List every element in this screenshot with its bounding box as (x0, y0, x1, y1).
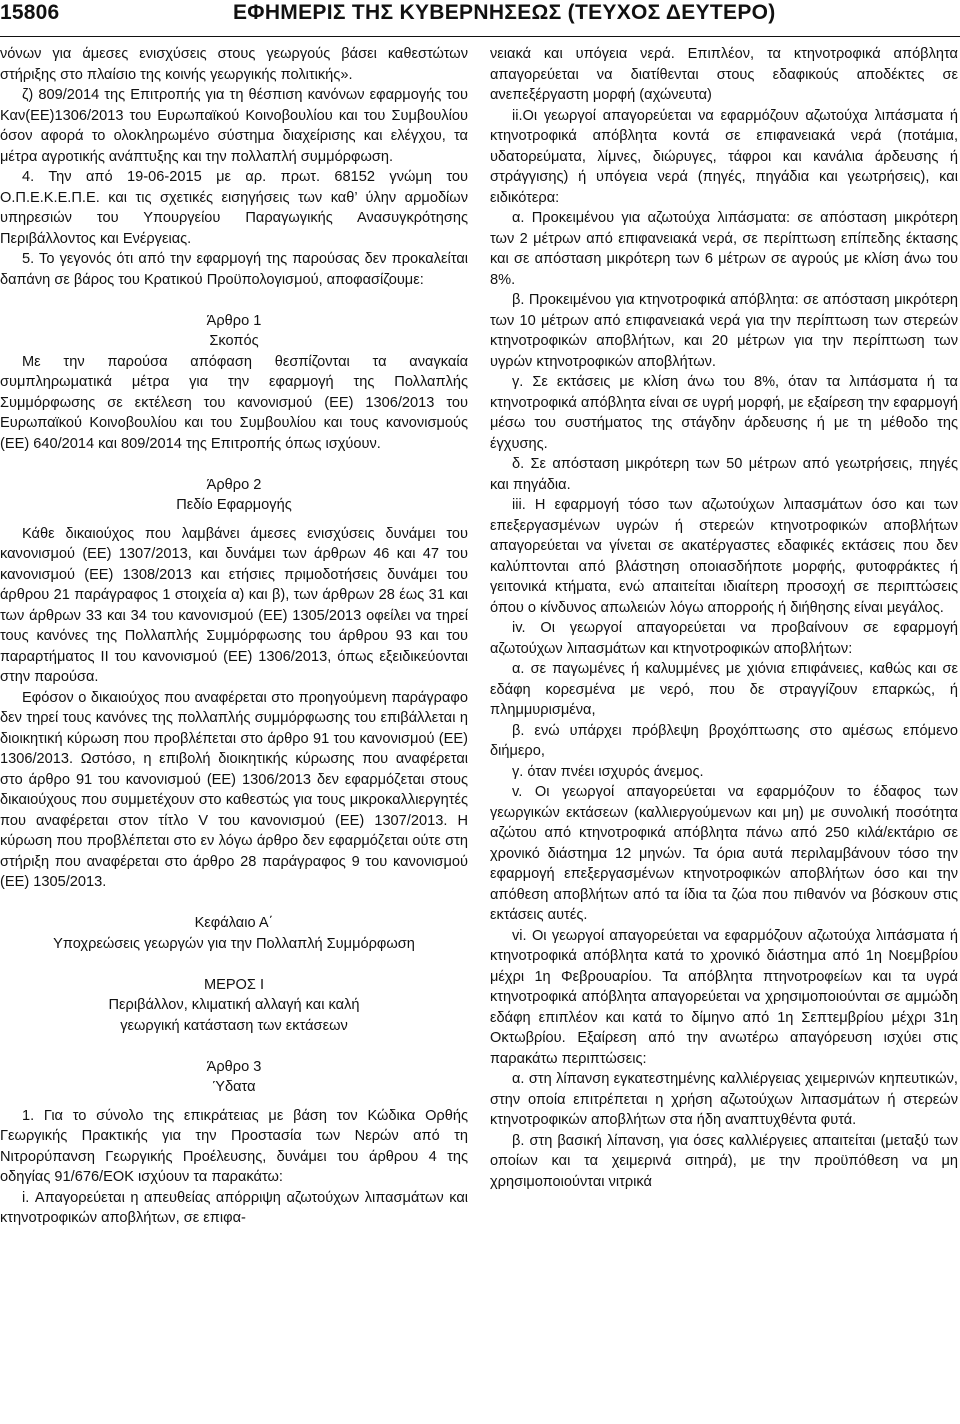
page-number: 15806 (0, 1, 60, 24)
paragraph: 5. Το γεγονός ότι από την εφαρμογή της παρούσας δεν προκαλείται δαπάνη σε βάρος του Κρατικού Προϋπολογισμού, αποφασίζουμε: (0, 251, 468, 288)
paragraph: ζ) 809/2014 της Επιτροπής για τη θέσπιση κανόνων εφαρμογής του Καν(ΕΕ)1306/2013 του Ευρωπαϊκού Κοινοβουλίου και του Συμβουλίου όσον αφορά το ολοκληρωμένο σύστημα διαχείρισης και ελέγχου, τα μέτρα αγροτικής ανάπτυξης και την πολλαπλή συμμόρφωση. (0, 87, 468, 165)
paragraph: δ. Σε απόσταση μικρότερη των 50 μέτρων από γεωτρήσεις, πηγές και πηγάδια. (490, 456, 958, 493)
paragraph: i. Απαγορεύεται η απευθείας απόρριψη αζωτούχων λιπασμάτων και κτηνοτροφικών αποβλήτων, σε επιφα- (0, 1189, 468, 1226)
paragraph: γ. όταν πνέει ισχυρός άνεμος. (512, 763, 704, 780)
chapter-title: Υποχρεώσεις γεωργών για την Πολλαπλή Συμμόρφωση (53, 935, 415, 952)
left-column (0, 44, 468, 1229)
chapter-number: Κεφάλαιο Α΄ (194, 915, 274, 931)
paragraph: β. Προκειμένου για κτηνοτροφικά απόβλητα: σε απόσταση μικρότερη των 10 μέτρων από επιφανειακά νερά για την περίπτωση των στερεών κτηνοτροφικών αποβλήτων, και 20 μέτρων για την περίπτωση των υγρών κτηνοτροφικών αποβλήτων. (490, 292, 958, 370)
paragraph: iii. Η εφαρμογή τόσο των αζωτούχων λιπασμάτων όσο και των επεξεργασμένων υγρών ή στερεών κτηνοτροφικών αποβλήτων απαγορεύεται να γίνεται σε ακατέργαστες εδαφικές εκτάσεις που δεν καλύπτονται από βλάστηση οποιασδήποτε μορφής, φυτοφράκτες ή γειτονικά κτήματα, ενώ απαιτείται ιδιαίτερη προσοχή σε περιπτώσεις όπου ο κίνδυνος απωλειών λόγω απορροής ή διήθησης είναι μεγάλος. (490, 497, 958, 616)
article-number: Άρθρο 2 (206, 476, 262, 493)
paragraph: β. ενώ υπάρχει πρόβλεψη βροχόπτωσης στο αμέσως επόμενο διήμερο, (490, 722, 958, 759)
paragraph: v. Οι γεωργοί απαγορεύεται να εφαρμόζουν το έδαφος των γεωργικών εκτάσεων (καλλιεργούμενων και μη) με συνολική ποσότητα αζώτου από κτηνοτροφικά απόβλητα πάνω από 250 κιλά/εκτάριο σε χρονικό διάστημα 12 μηνών. Τα όρια αυτά περιλαμβάνουν τόσο την εφαρμογή επεξεργασμένων κτηνοτροφικών αποβλήτων όσο και την απόθεση αποβλήτων από τα ίδια τα ζώα που πιθανόν να βόσκουν στις εκτάσεις αυτές. (490, 784, 958, 923)
paragraph: 1. Για το σύνολο της επικράτειας με βάση τον Κώδικα Ορθής Γεωργικής Πρακτικής για την Προστασία των Νερών από τη Νιτρορύπανση Γεωργικής Προέλευσης, δυνάμει του άρθρου 4 της οδηγίας 91/676/ΕΟΚ ισχύουν τα παρακάτω: (0, 1107, 468, 1185)
gazette-title: ΕΦΗΜΕΡΙΣ ΤΗΣ ΚΥΒΕΡΝΗΣΕΩΣ (ΤΕΥΧΟΣ ΔΕΥΤΕΡΟ) (233, 1, 776, 24)
paragraph: vi. Οι γεωργοί απαγορεύεται να εφαρμόζουν αζωτούχα λιπάσματα ή κτηνοτροφικά απόβλητα κατά το χρονικό διάστημα από 1η Νοεμβρίου μέχρι 1η Φεβρουαρίου. Τα απόβλητα πτηνοτροφείων και τα υγρά κτηνοτροφικά απόβλητα απαγορεύεται να χρησιμοποιούνται σε αμμώδη εδάφη επιπλέον και κατά το δίμηνο από 1η Σεπτεμβρίου μέχρι 31η Οκτωβρίου. Εξαίρεση από την ανωτέρω απαγόρευση ισχύει στις παρακάτω περιπτώσεις: (490, 927, 958, 1067)
paragraph: γ. Σε εκτάσεις με κλίση άνω του 8%, όταν τα λιπάσματα ή τα κτηνοτροφικά απόβλητα είναι σε υγρή μορφή, με εξαίρεση την εφαρμογή μέσω του συστήματος της στάγδην άρδευσης ή με τη μέθοδο της έγχυσης. (490, 374, 958, 452)
paragraph: α. στη λίπανση εγκατεστημένης καλλιέργειας χειμερινών κηπευτικών, στην οποία επιτρέπεται η χρήση αζωτούχων λιπασμάτων ή στερεών κτηνοτροφικών αποβλήτων στα ήδη αναπτυχθέντα φυτά. (490, 1071, 958, 1128)
paragraph: Με την παρούσα απόφαση θεσπίζονται τα αναγκαία συμπληρωματικά μέτρα για την εφαρμογή της Πολλαπλής Συμμόρφωσης σε εκτέλεση του κανονισμού (ΕΕ) 1306/2013 του Ευρωπαϊκού Κοινοβουλίου και του Συμβουλίου και τους κανονισμούς (ΕΕ) 640/2014 και 809/2014 της Επιτροπής όπως ισχύουν. (0, 353, 468, 452)
paragraph: ii.Οι γεωργοί απαγορεύεται να εφαρμόζουν αζωτούχα λιπάσματα ή κτηνοτροφικά απόβλητα κοντά σε επιφανειακά νερά (ποτάμια, υδατορεύματα, λίμνες, διώρυγες, τάφροι και κανάλια άρδευσης ή στράγγισης) ή υπόγεια νερά (πηγές, πηγάδια και γεωτρήσεις), και ειδικότερα: (490, 107, 958, 206)
paragraph: 4. Την από 19-06-2015 με αρ. πρωτ. 68152 γνώμη του Ο.Π.Ε.Κ.Ε.Π.Ε. και τις σχετικές εισηγήσεις των καθ’ ύλην αρμοδίων υπηρεσιών του Υπουργείου Παραγωγικής Ανασυγκρότησης Περιβάλλοντος και Ενέργειας. (0, 169, 468, 247)
paragraph: νειακά και υπόγεια νερά. Επιπλέον, τα κτηνοτροφικά απόβλητα απαγορεύεται να διατίθενται στους εδαφικούς αποδέκτες σε ανεπεξέργαστη μορφή (αχώνευτα) (490, 46, 958, 103)
paragraph: νόνων για άμεσες ενισχύσεις στους γεωργούς βάσει καθεστώτων στήριξης στο πλαίσιο της κοινής γεωργικής πολιτικής». (0, 46, 468, 83)
article-title: Πεδίο Εφαρμογής (176, 497, 292, 513)
paragraph: Εφόσον ο δικαιούχος που αναφέρεται στο προηγούμενη παράγραφο δεν τηρεί τους κανόνες της πολλαπλής συμμόρφωσης του επιβάλλεται η διοικητική κύρωση που προβλέπεται στο άρθρο 91 του κανονισμού (ΕΕ) 1306/2013. Ωστόσο, η επιβολή διοικητικής κύρωσης που αναφέρεται στο άρθρο 91 του κανονισμού (ΕΕ) 1306/2013 δεν εφαρμόζεται στους δικαιούχους που συμμετέχουν στο καθεστώς για τους μικροκαλλιεργητές που αναφέρεται στον τίτλο V του κανονισμού (ΕΕ) 1307/2013. Η κύρωση που προβλέπεται στο εν λόγω άρθρο δεν εφαρμόζεται ούτε στη στήριξη που αναφέρεται στο άρθρο 28 παράγραφος 9 του κανονισμού (ΕΕ) 1305/2013. (0, 689, 468, 890)
part-title: Περιβάλλον, κλιματική αλλαγή και καλή (108, 997, 360, 1013)
paragraph: Κάθε δικαιούχος που λαμβάνει άμεσες ενισχύσεις δυνάμει του κανονισμού (ΕΕ) 1307/2013, και δυνάμει των άρθρων 46 και 47 του κανονισμού (ΕΕ) 1308/2013 και ετήσιες πριμοδοτήσεις δυνάμει του άρθρου 21 παράγραφος 1 στοιχεία α) και β), των άρθρων 28 έως 31 και των άρθρων 33 και 34 του κανονισμού (ΕΕ) 1305/2013 οφείλει να τηρεί τους κανόνες της Πολλαπλής Συμμόρφωσης του άρθρου 93 και του παραρτήματος II του κανονισμού (ΕΕ) 1306/2013, όπως εξειδικεύονται στην παρούσα. (0, 525, 468, 685)
paragraph: β. στη βασική λίπανση, για όσες καλλιέργειες απαιτείται (μεταξύ των οποίων και τα χειμερινά σιτηρά), με την προϋπόθεση να μη χρησιμοποιούνται νιτρικά (490, 1132, 958, 1190)
part-title: γεωργική κατάσταση των εκτάσεων (120, 1017, 348, 1034)
right-column (490, 44, 958, 1192)
article-number: Άρθρο 3 (206, 1058, 262, 1075)
article-title: Σκοπός (209, 333, 259, 349)
part-number: ΜΕΡΟΣ Ι (203, 976, 265, 993)
paragraph: α. σε παγωμένες ή καλυμμένες με χιόνια επιφάνειες, καθώς και σε εδάφη κορεσμένα με νερό, που δε στραγγίζουν επαρκώς, ή πλημμυρισμένα, (490, 661, 958, 718)
article-number: Άρθρο 1 (206, 312, 262, 329)
gazette-header (0, 0, 960, 37)
article-title: Ύδατα (212, 1079, 256, 1095)
paragraph: α. Προκειμένου για αζωτούχα λιπάσματα: σε απόσταση μικρότερη των 2 μέτρων από επιφανειακά νερά, σε περίπτωση επίπεδης έκτασης και σε απόσταση μικρότερη των 6 μέτρων σε αγρούς με κλίση άνω του 8%. (490, 210, 958, 288)
paragraph: iv. Οι γεωργοί απαγορεύεται να προβαίνουν σε εφαρμογή αζωτούχων λιπασμάτων και κτηνοτροφικών αποβλήτων: (490, 620, 958, 657)
